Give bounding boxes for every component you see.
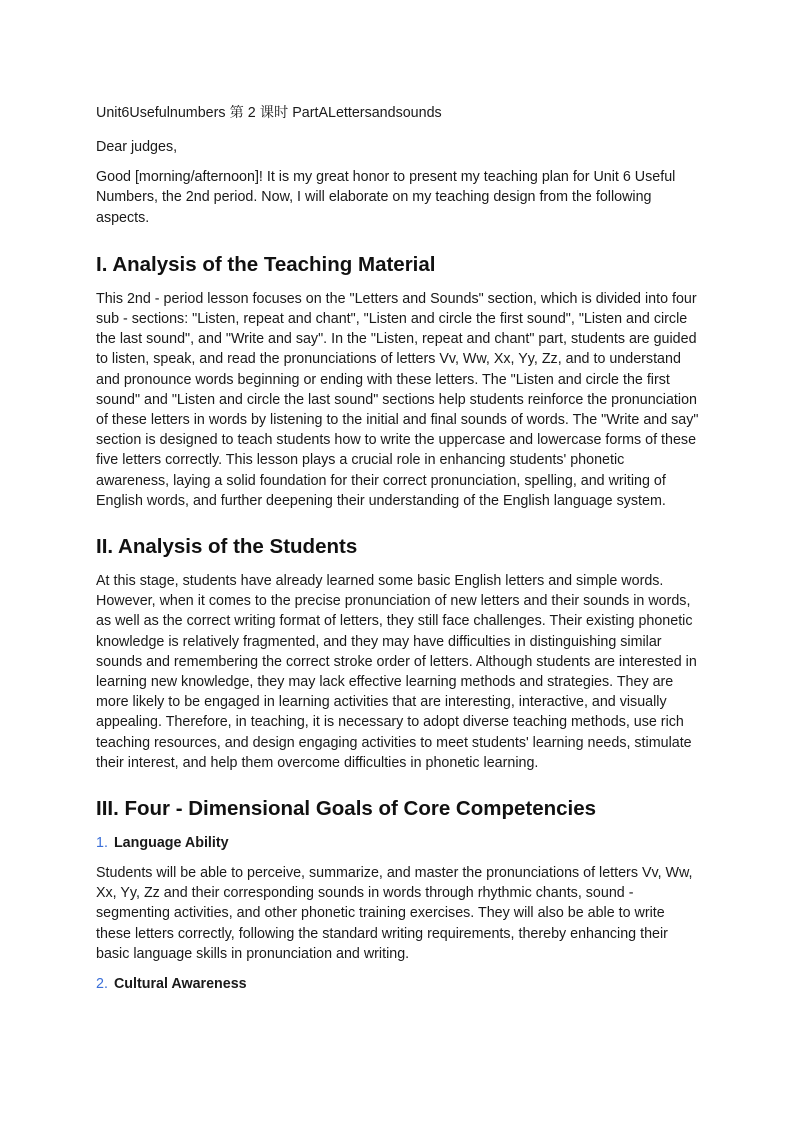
list-number: 1. — [96, 835, 108, 852]
document-title: Unit6Usefulnumbers 第 2 课时 PartALettersandsounds — [96, 105, 442, 121]
intro-paragraph: Good [morning/afternoon]! It is my great honor to present my teaching plan for Unit 6 Useful Numbers, the 2nd period. Now, I will elaborate on my teaching design from the following aspects. — [96, 169, 676, 226]
section-heading-teaching-material: I. Analysis of the Teaching Material — [96, 252, 436, 276]
teaching-material-paragraph: This 2nd - period lesson focuses on the "Letters and Sounds" section, which is divided into four sub - sections: "Listen, repeat and chant", "Listen and circle the first sound", "Listen and circle the last sound", and "Write and say". In the "Listen, repeat and chant" part, students are guided to listen, speak, and read the pronunciations of letters Vv, Ww, Xx, Yy, Zz, and to understand and pronounce words beginning or ending with these letters. The "Listen and circle the first sound" and "Listen and circle the last sound" sections help students reinforce the pronunciation of these letters in words by listening to the initial and final sounds of words. The "Write and say" section is designed to teach students how to write the uppercase and lowercase forms of these five letters correctly. This lesson plays a crucial role in enhancing students' phonetic awareness, laying a solid foundation for their correct pronunciation, spelling, and writing of English words, and further deepening their understanding of the English language system. — [96, 290, 699, 509]
list-item-language-ability — [96, 833, 701, 853]
section-heading-core-competencies: III. Four - Dimensional Goals of Core Competencies — [96, 797, 597, 821]
document-page — [96, 103, 701, 1004]
list-item-label: Cultural Awareness — [113, 976, 247, 993]
students-paragraph: At this stage, students have already learned some basic English letters and simple words. However, when it comes to the precise pronunciation of new letters and their sounds in words, as well as the correct writing format of letters, they still face challenges. Their existing phonetic knowledge is relatively fragmented, and they may have difficulties in distinguishing similar sounds and remembering the correct stroke order of letters. Although students are interested in learning new knowledge, they may lack effective learning methods and strategies. They are more likely to be engaged in learning activities that are interesting, interactive, and visually appealing. Therefore, in teaching, it is necessary to adopt diverse teaching methods, use rich teaching resources, and design engaging activities to meet students' learning needs, stimulate their interest, and help them overcome difficulties in phonetic learning. — [96, 573, 697, 771]
list-item-cultural-awareness — [96, 974, 701, 994]
list-item-label: Language Ability — [113, 835, 229, 852]
language-ability-paragraph: Students will be able to perceive, summarize, and master the pronunciations of letters Vv, Ww, Xx, Yy, Zz and their corresponding sounds in words through rhythmic chants, sound - segmenting activities, and other phonetic training exercises. They will also be able to write these letters correctly, following the standard writing requirements, thereby enhancing their basic language skills in pronunciation and writing. — [96, 865, 693, 962]
greeting: Dear judges, — [96, 139, 178, 155]
list-number: 2. — [96, 976, 108, 993]
section-heading-students: II. Analysis of the Students — [96, 535, 358, 559]
